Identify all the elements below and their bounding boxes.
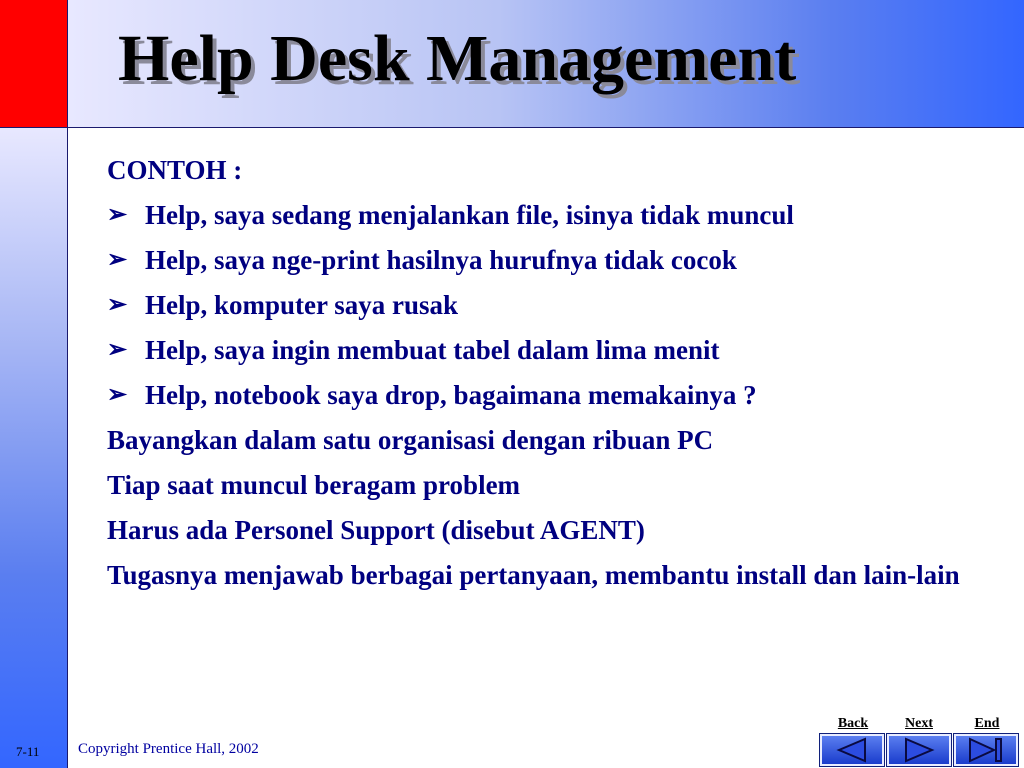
bullet-item: [107, 193, 1007, 238]
bullet-arrow-icon: ➢: [107, 247, 128, 273]
bullet-text: Help, saya nge-print hasilnya hurufnya tidak cocok: [145, 245, 737, 275]
next-button[interactable]: [887, 734, 951, 766]
bullet-arrow-icon: ➢: [107, 202, 128, 228]
page-number: 7-11: [16, 744, 40, 759]
arrow-right-icon: [889, 736, 949, 764]
next-link[interactable]: Next: [905, 716, 933, 731]
back-link[interactable]: Back: [837, 716, 869, 731]
content-heading: CONTOH :: [107, 155, 243, 185]
bullet-arrow-icon: ➢: [107, 382, 128, 408]
end-link[interactable]: End: [974, 716, 1000, 731]
nav-buttons: [820, 734, 1020, 766]
arrow-left-icon: [822, 736, 882, 764]
back-button[interactable]: [820, 734, 884, 766]
corner-block: [0, 0, 68, 128]
paragraph: Harus ada Personel Support (disebut AGENT): [107, 515, 645, 545]
bullet-item: [107, 373, 1007, 418]
nav-labels: [820, 716, 1020, 734]
paragraph: Tugasnya menjawab berbagai pertanyaan, membantu install dan lain-lain: [107, 560, 960, 590]
end-button[interactable]: [954, 734, 1018, 766]
bullet-arrow-icon: ➢: [107, 292, 128, 318]
bullet-text: Help, notebook saya drop, bagaimana memakainya ?: [145, 380, 757, 410]
bullet-text: Help, saya sedang menjalankan file, isinya tidak muncul: [145, 200, 794, 230]
paragraph: Bayangkan dalam satu organisasi dengan ribuan PC: [107, 425, 714, 455]
bullet-item: [107, 238, 1007, 283]
left-band: [0, 128, 68, 768]
arrow-end-icon: [956, 736, 1016, 764]
bullet-arrow-icon: ➢: [107, 337, 128, 363]
bullet-item: [107, 283, 1007, 328]
slide-title: Help Desk Management: [118, 22, 797, 95]
slide-content: [107, 148, 1007, 593]
paragraph: Tiap saat muncul beragam problem: [107, 470, 521, 500]
bullet-text: Help, komputer saya rusak: [145, 290, 459, 320]
bullet-text: Help, saya ingin membuat tabel dalam lima menit: [145, 335, 720, 365]
copyright-text: Copyright Prentice Hall, 2002: [78, 741, 259, 757]
bullet-item: [107, 328, 1007, 373]
